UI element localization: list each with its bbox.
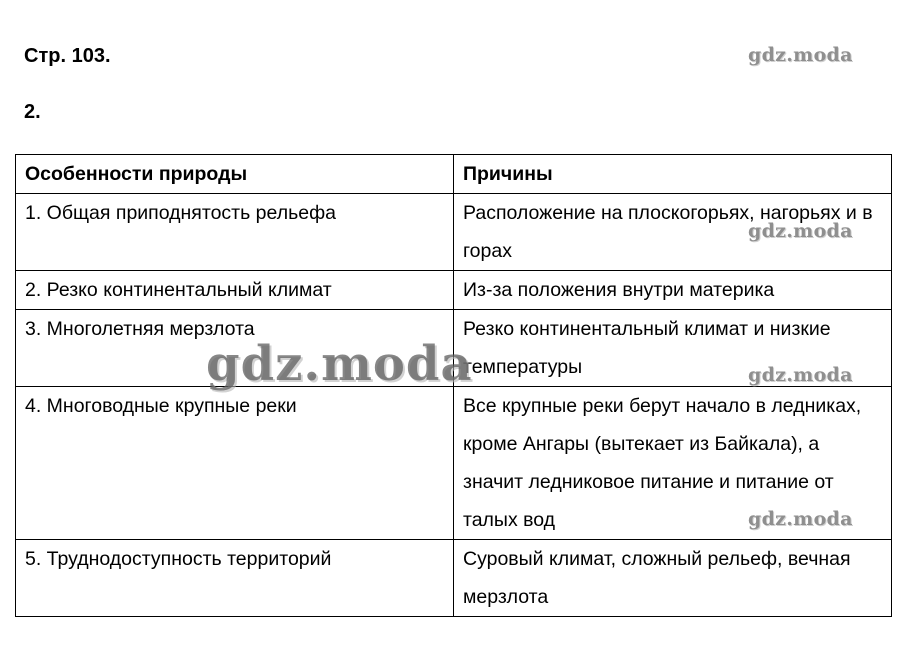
task-number: 2. — [24, 101, 41, 123]
watermark-logo: gdz.moda — [748, 220, 853, 242]
page-reference: Стр. 103. — [24, 45, 111, 67]
column-header-features: Особенности природы — [16, 155, 454, 194]
table-row — [16, 310, 892, 387]
feature-cell: 2. Резко континентальный климат — [16, 271, 454, 310]
watermark-logo: gdz.moda — [748, 364, 853, 386]
table-row — [16, 387, 892, 540]
reason-cell: Все крупные реки берут начало в ледниках, кроме Ангары (вытекает из Байкала), а значит ледниковое питание и питание от талых вод — [454, 387, 892, 540]
watermark-logo-large: gdz.moda — [206, 336, 473, 392]
reason-cell: Резко континентальный климат и низкие температуры — [454, 310, 892, 387]
feature-cell: 1. Общая приподнятость рельефа — [16, 194, 454, 271]
column-header-reasons: Причины — [454, 155, 892, 194]
table-row — [16, 194, 892, 271]
feature-cell: 4. Многоводные крупные реки — [16, 387, 454, 540]
table-row — [16, 271, 892, 310]
feature-cell: 3. Многолетняя мерзлота — [16, 310, 454, 387]
reason-cell: Расположение на плоскогорьях, нагорьях и в горах — [454, 194, 892, 271]
watermark-logo: gdz.moda — [748, 44, 853, 66]
table-header-row — [16, 155, 892, 194]
reason-cell: Суровый климат, сложный рельеф, вечная мерзлота — [454, 540, 892, 617]
feature-cell: 5. Труднодоступность территорий — [16, 540, 454, 617]
answer-table — [15, 154, 892, 617]
reason-cell: Из-за положения внутри материка — [454, 271, 892, 310]
table-row — [16, 540, 892, 617]
watermark-logo: gdz.moda — [748, 508, 853, 530]
